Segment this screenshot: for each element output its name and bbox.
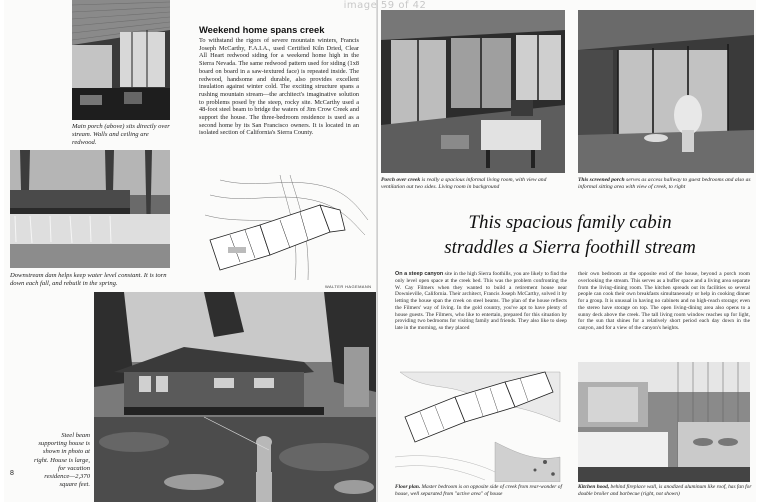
- body-column-right: their own bedroom at the opposite end of the house, beyond a porch room overlooking the stream. This serves as a buffer space and a living area separate from the living-dining room. The kitchen spreads out its facilities so several people can cook their own breakfasts simultaneously or help in cooking dinner for a group. It is unusual in having no cabinets and no high-reach storage; even the stereo have storage on top. The open living-dining area also opens to a sunny deck above the creek. The tall living room window reaches up for light, for the sun that shines for a relatively short period each day down in the canyon, and for a view of the canyon's heights.: [578, 271, 750, 331]
- kitchen-hood-caption-text: behind fireplace wall, is anodized aluminum like roof, has fan for double broiler and barbecue (right, not shown): [578, 484, 752, 497]
- kitchen-hood-photo: [578, 362, 750, 482]
- house-over-stream-photo: [94, 292, 376, 502]
- porch-over-creek-caption-lead: Porch over creek: [381, 177, 421, 183]
- body-column-lead: On a steep canyon: [395, 271, 444, 277]
- downstream-dam-photo: [10, 150, 170, 268]
- article-title: [420, 210, 720, 260]
- floor-plan-caption-text: Master bedroom is on opposite side of creek from rear-wonder of house, well separated from "active area" of house: [395, 484, 562, 497]
- image-counter-overlay: image 59 of 42: [343, 0, 427, 11]
- body-column-left: [395, 271, 567, 332]
- downstream-dam-caption: Downstream dam helps keep water level constant. It is torn down each fall, and rebuilt in the spring.: [10, 272, 167, 288]
- porch-over-creek-caption: [381, 177, 565, 191]
- screened-porch-caption-lead: This screened porch: [578, 177, 625, 183]
- floor-plan-caption-lead: Floor plan.: [395, 484, 421, 490]
- main-porch-photo: [72, 0, 170, 120]
- kitchen-hood-caption: [578, 484, 754, 497]
- screened-porch-caption-text: serves as access hallway to guest bedrooms and also as informal sitting area with view of creek, to right: [578, 177, 751, 190]
- body-column-left-text: site in the high Sierra foothills, you are likely to find the only level open space at the creek bed. This was the problem confronting the W. Cay Filmers when they wanted to build a retirement house near Downieville, California. Their architect, Francis Joseph McCarthy, solved it by letting the house span the creek on steel beams. The plan of the house reflects the Filmers' way of living. In the gold country, you've apt to have plenty of house guests. The Filmers, who like to entertain, prepared for this situation by providing two bedrooms for visiting family and friends. They also like to sleep late in the morning, so they placed: [395, 271, 567, 331]
- article-title-line-1: This spacious family cabin: [468, 212, 672, 233]
- porch-over-creek-photo: [381, 10, 565, 173]
- floor-plan-caption: [395, 484, 567, 497]
- article-title-line-2: straddles a Sierra foothill stream: [444, 237, 696, 258]
- site-plan-drawing: [200, 170, 370, 282]
- screened-porch-photo: [578, 10, 754, 173]
- kitchen-hood-caption-lead: Kitchen hood,: [578, 484, 610, 490]
- floor-plan-drawing: [395, 362, 565, 482]
- photo-credit: WALTER HAGEMANN: [325, 284, 372, 289]
- page-number: 8: [10, 470, 14, 477]
- steel-beam-caption: Steel beam supporting house is shown in photo at right. House is large, for vacation residence—2,370 square feet.: [34, 432, 90, 489]
- screened-porch-caption: [578, 177, 754, 191]
- porch-over-creek-caption-text: is really a spacious informal living room, with view and ventilation out two sides. Living room in background: [381, 177, 547, 190]
- article-body: To withstand the rigors of severe mountain winters, Francis Joseph McCarthy, F.A.I.A., used Certified Kiln Dried, Clear All Heart redwood siding for a weekend home high in the Sierra Nevada. The same redwood pattern used for siding (1x8 board on board in a saw-textured face) is repeated inside. The redwood, handsome and durable, also provides excellent insulation against winter cold. The exciting structure spans a rushing mountain stream—the architect's imaginative solution to problems posed by the steep, rocky site. McCarthy used a 48-foot steel beam to bridge the waters of Jim Crow Creek and support the house. The three-bedroom residence is used as a second home by its San Francisco owners. It is located in an isolated section of California's Sierra County.: [199, 37, 359, 137]
- main-porch-caption: Main porch (above) sits directly over stream. Walls and ceiling are redwood.: [72, 123, 170, 147]
- article-heading: Weekend home spans creek: [199, 24, 325, 35]
